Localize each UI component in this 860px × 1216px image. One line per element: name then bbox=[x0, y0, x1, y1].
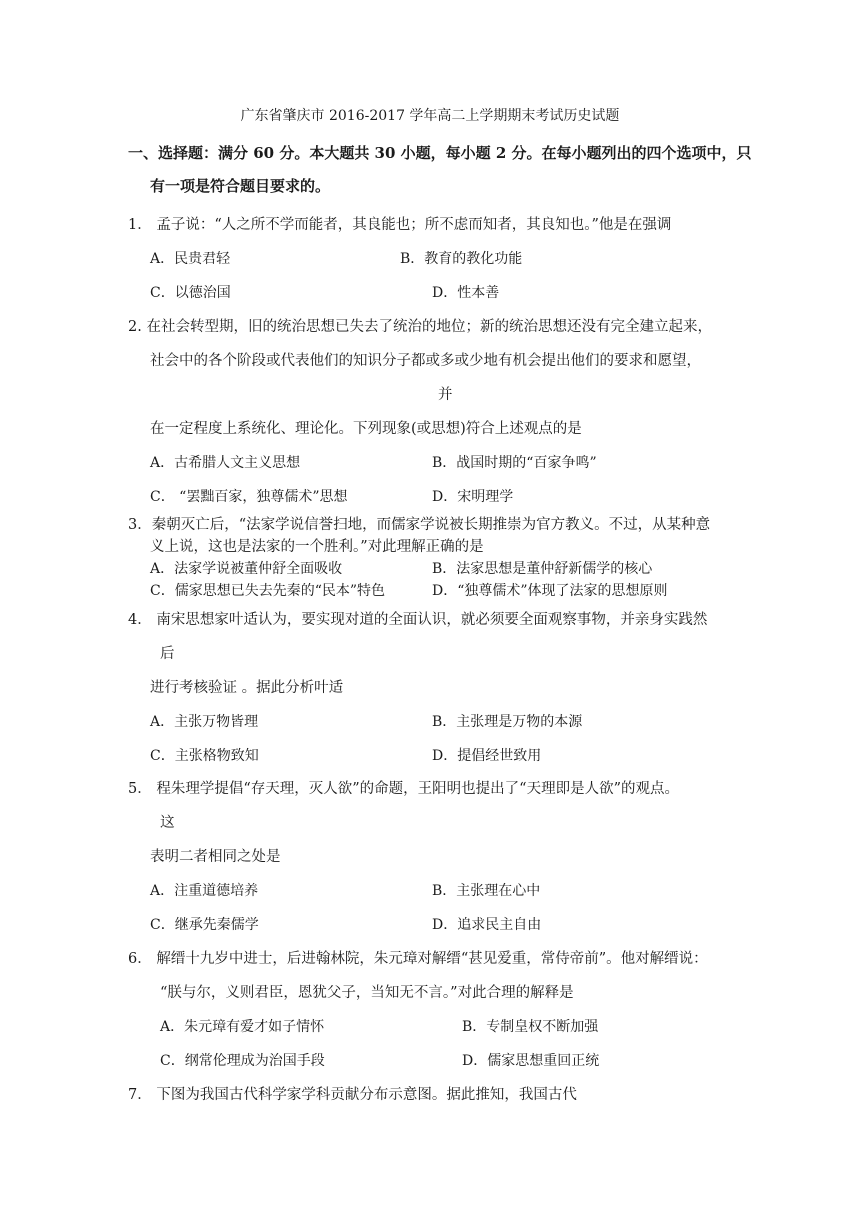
question-6-stem-line1: 6． 解缙十九岁中进士，后进翰林院，朱元璋对解缙“甚见爱重，常侍帝前”。他对解缙说： bbox=[128, 951, 708, 967]
question-1-stem: 1． 孟子说：“人之所不学而能者，其良能也；所不虑而知者，其良知也。”他是在强调 bbox=[128, 217, 672, 233]
question-3-option-a: A．法家学说被董仲舒全面吸收 bbox=[150, 561, 343, 577]
question-6-option-c: C．纲常伦理成为治国手段 bbox=[160, 1053, 325, 1069]
question-2-stem-line2: 社会中的各个阶段或代表他们的知识分子都或多或少地有机会提出他们的要求和愿望， bbox=[150, 353, 701, 369]
question-2-stem-line3: 并 bbox=[438, 387, 453, 403]
question-4-option-a: A．主张万物皆理 bbox=[150, 714, 259, 730]
question-4-option-b: B．主张理是万物的本源 bbox=[432, 714, 583, 730]
question-2-option-a: A．古希腊人文主义思想 bbox=[150, 455, 301, 471]
question-1-option-d: D．性本善 bbox=[432, 285, 500, 301]
question-4-stem-line2: 后 bbox=[160, 646, 175, 662]
question-2-stem-line1: 2. 在社会转型期，旧的统治思想已失去了统治的地位；新的统治思想还没有完全建立起来， bbox=[128, 319, 712, 335]
question-2-option-d: D．宋明理学 bbox=[432, 489, 514, 505]
question-6-option-a: A．朱元璋有爱才如子情怀 bbox=[160, 1019, 325, 1035]
question-3-stem-line1: 3．秦朝灭亡后，“法家学说信誉扫地，而儒家学说被长期推崇为官方教义。不过，从某种意 bbox=[128, 517, 711, 533]
question-5-option-a: A．注重道德培养 bbox=[150, 883, 259, 899]
question-3-stem-line2: 义上说，这也是法家的一个胜利。”对此理解正确的是 bbox=[150, 539, 484, 555]
question-6-stem-line2: “朕与尔，义则君臣，恩犹父子，当知无不言。”对此合理的解释是 bbox=[160, 985, 574, 1001]
question-6-option-d: D．儒家思想重回正统 bbox=[462, 1053, 600, 1069]
question-5-option-d: D．追求民主自由 bbox=[432, 917, 542, 933]
question-5-option-b: B．主张理在心中 bbox=[432, 883, 541, 899]
question-4-option-d: D．提倡经世致用 bbox=[432, 748, 542, 764]
question-4-stem-line3: 进行考核验证 。据此分析叶适 bbox=[150, 680, 344, 696]
section-instructions-line1: 一、选择题：满分 60 分。本大题共 30 小题，每小题 2 分。在每小题列出的四个选项中，只 bbox=[128, 144, 752, 162]
question-2-stem-line4: 在一定程度上系统化、理论化。下列现象(或思想)符合上述观点的是 bbox=[150, 421, 582, 437]
page-title: 广东省肇庆市 2016-2017 学年高二上学期期末考试历史试题 bbox=[240, 108, 620, 124]
question-2-option-c: C． “罢黜百家，独尊儒术”思想 bbox=[150, 489, 348, 505]
question-6-option-b: B．专制皇权不断加强 bbox=[462, 1019, 599, 1035]
section-instructions-line2: 有一项是符合题目要求的。 bbox=[150, 177, 331, 195]
question-5-stem-line1: 5． 程朱理学提倡“存天理，灭人欲”的命题，王阳明也提出了“天理即是人欲”的观点。 bbox=[128, 781, 679, 797]
question-7-stem: 7． 下图为我国古代科学家学科贡献分布示意图。据此推知，我国古代 bbox=[128, 1087, 577, 1103]
question-3-option-d: D．“独尊儒术”体现了法家的思想原则 bbox=[432, 583, 668, 599]
question-2-option-b: B．战国时期的“百家争鸣” bbox=[432, 455, 597, 471]
question-5-option-c: C．继承先秦儒学 bbox=[150, 917, 259, 933]
question-4-stem-line1: 4． 南宋思想家叶适认为，要实现对道的全面认识，就必须要全面观察事物，并亲身实践然 bbox=[128, 612, 708, 628]
question-3-option-c: C．儒家思想已失去先秦的“民本”特色 bbox=[150, 583, 386, 599]
question-1-option-b: B．教育的教化功能 bbox=[400, 251, 523, 267]
question-1-option-c: C．以德治国 bbox=[150, 285, 231, 301]
question-5-stem-line3: 表明二者相同之处是 bbox=[150, 849, 281, 865]
question-5-stem-line2: 这 bbox=[160, 815, 175, 831]
question-4-option-c: C．主张格物致知 bbox=[150, 748, 259, 764]
question-1-option-a: A．民贵君轻 bbox=[150, 251, 231, 267]
question-3-option-b: B．法家思想是董仲舒新儒学的核心 bbox=[432, 561, 653, 577]
